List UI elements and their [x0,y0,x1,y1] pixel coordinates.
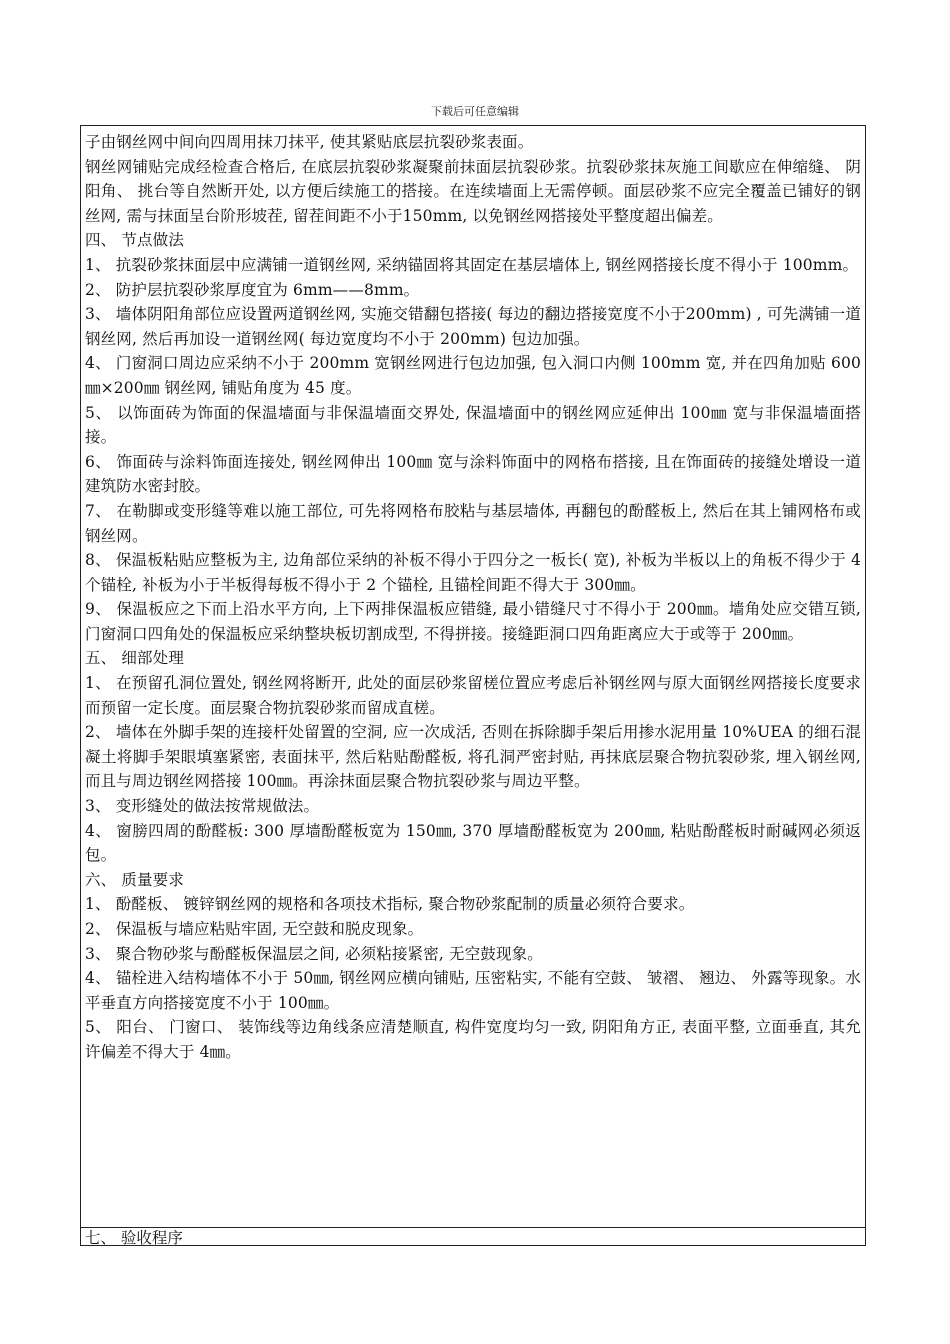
section-heading: 五、 细部处理 [85,649,184,668]
list-item: 1、 酚醛板、 镀锌钢丝网的规格和各项技术指标, 聚合物砂浆配制的质量必须符合要求。 [85,895,695,914]
table-row-divider [81,1227,865,1228]
list-item: 2、 防护层抗裂砂浆厚度宜为 6mm——8mm。 [85,280,420,299]
list-item: 1、 抗裂砂浆抹面层中应满铺一道钢丝网, 采纳锚固将其固定在基层墙体上, 钢丝网搭接长度不得小于 100mm。 [85,255,859,274]
list-item: 3、 墙体阴阳角部位应设置两道钢丝网, 实施交错翻包搭接( 每边的翻边搭接宽度不小于200mm) , 可先满铺一道钢丝网, 然后再加设一道钢丝网( 每边宽度均不小于 200mm) 包边加强。 [85,305,861,348]
list-item: 5、 以饰面砖为饰面的保温墙面与非保温墙面交界处, 保温墙面中的钢丝网应延伸出 100㎜ 宽与非保温墙面搭接。 [85,403,861,447]
list-item: 5、 阳台、 门窗口、 装饰线等边角线条应清楚顺直, 构件宽度均匀一致, 阴阳角方正, 表面平整, 立面垂直, 其允许偏差不得大于 4㎜。 [85,1018,861,1061]
section-heading: 四、 节点做法 [85,231,184,250]
list-item: 8、 保温板粘贴应整板为主, 边角部位采纳的补板不得小于四分之一板长( 宽), 补板为半板以上的角板不得少于 4 个锚栓, 补板为小于半板得每板不得小于 2 个锚栓, 且锚栓间距不得大于 300㎜。 [85,551,861,594]
document-table-cell [80,125,866,1246]
page-header: 下载后可任意编辑 [431,105,519,118]
list-item: 6、 饰面砖与涂料饰面连接处, 钢丝网伸出 100㎜ 宽与涂料饰面中的网格布搭接, 且在饰面砖的接缝处增设一道建筑防水密封胶。 [85,452,861,496]
list-item: 4、 窗膀四周的酚醛板: 300 厚墙酚醛板宽为 150㎜, 370 厚墙酚醛板宽为 200㎜, 粘贴酚醛板时耐碱网必须返包。 [85,821,861,865]
list-item: 4、 锚栓进入结构墙体不小于 50㎜, 钢丝网应横向铺贴, 压密粘实, 不能有空鼓、 皱褶、 翘边、 外露等现象。水平垂直方向搭接宽度不小于 100㎜。 [85,969,861,1012]
list-item: 9、 保温板应之下而上沿水平方向, 上下两排保温板应错缝, 最小错缝尺寸不得小于 200㎜。墙角处应交错互锁, 门窗洞口四角处的保温板应采纳整块板切割成型, 不得拼接。接缝距洞口四角距离应大于或等于 200㎜。 [85,600,861,643]
list-item: 7、 在勒脚或变形缝等难以施工部位, 可先将网格布胶粘与基层墙体, 再翻包的酚醛板上, 然后在其上铺网格布或钢丝网。 [85,501,861,545]
section-heading-acceptance: 七、 验收程序 [85,1229,183,1247]
list-item: 4、 门窗洞口周边应采纳不小于 200mm 宽钢丝网进行包边加强, 包入洞口内侧 100mm 宽, 并在四角加贴 600㎜×200㎜ 钢丝网, 铺贴角度为 45 度。 [85,354,861,397]
list-item: 2、 保温板与墙应粘贴牢固, 无空鼓和脱皮现象。 [85,920,424,938]
section-heading: 六、 质量要求 [85,870,184,889]
list-item: 3、 变形缝处的做法按常规做法。 [85,797,320,816]
list-item: 1、 在预留孔洞位置处, 钢丝网将断开, 此处的面层砂浆留槎位置应考虑后补钢丝网与原大面钢丝网搭接长度要求而预留一定长度。面层聚合物抗裂砂浆而留成直槎。 [85,674,861,717]
paragraph: 子由钢丝网中间向四周用抹刀抹平, 使其紧贴底层抗裂砂浆表面。 [85,133,534,151]
list-item: 3、 聚合物砂浆与酚醛板保温层之间, 必须粘接紧密, 无空鼓现象。 [85,944,543,963]
document-body [85,130,861,1065]
paragraph: 钢丝网铺贴完成经检查合格后, 在底层抗裂砂浆凝聚前抹面层抗裂砂浆。抗裂砂浆抹灰施工间歇应在伸缩缝、 阴阳角、 挑台等自然断开处, 以方便后续施工的搭接。在连续墙面上无需停顿。面层砂浆不应完全覆盖已铺好的钢丝网, 需与抹面呈台阶形坡茬, 留茬间距不小于150mm, 以免钢丝网搭接处平整度超出偏差。 [85,157,861,225]
list-item: 2、 墙体在外脚手架的连接杆处留置的空洞, 应一次成活, 否则在拆除脚手架后用掺水泥用量 10%UEA 的细石混凝土将脚手架眼填塞紧密, 表面抹平, 然后粘贴酚醛板, 将孔洞严密封贴, 再抹底层聚合物抗裂砂浆, 埋入钢丝网, 而且与周边钢丝网搭接 100㎜。再涂抹面层聚合物抗裂砂浆与周边平整。 [85,723,861,791]
